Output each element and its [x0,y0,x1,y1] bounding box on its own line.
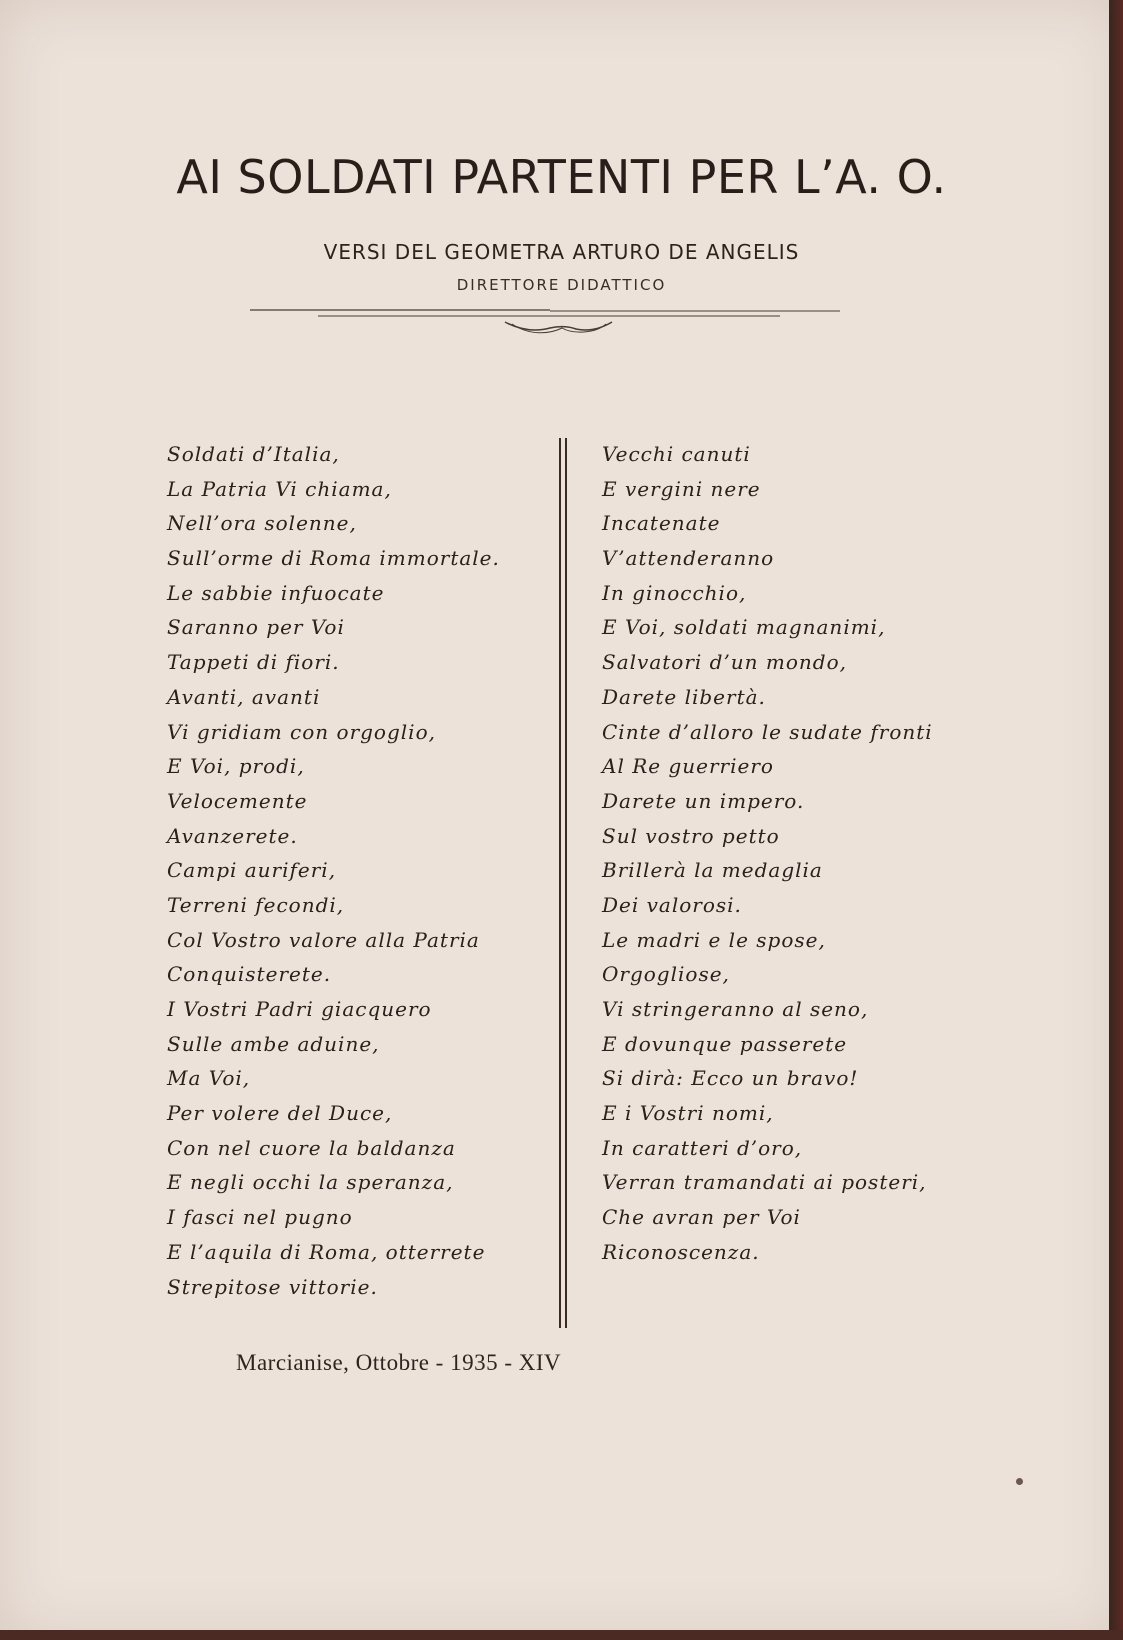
poem-line: Nell’ora solenne, [167,511,357,536]
poem-line: Sulle ambe aduine, [167,1031,380,1056]
poem-line: Dei valorosi. [602,892,742,917]
poem-line: Terreni fecondi, [167,892,345,917]
poem-line: Vi stringeranno al seno, [602,997,869,1021]
poem-line: Saranno per Voi [167,615,345,640]
poem-line: E l’aquila di Roma, otterrete [167,1239,486,1264]
poem-line: Che avran per Voi [602,1205,801,1230]
poem-line: Vecchi canuti [602,442,751,466]
paper-speck [1016,1478,1023,1485]
poem-line: Le sabbie infuocate [167,580,385,605]
poem-line: Tappeti di fiori. [167,650,340,675]
place-date: Marcianise, Ottobre - 1935 - XIV [236,1350,562,1375]
poem-line: In caratteri d’oro, [602,1135,803,1160]
poem-line: E i Vostri nomi, [602,1101,774,1126]
page-title: AI SOLDATI PARTENTI PER L’A. O. [176,150,947,204]
poem-line: Strepitose vittorie. [167,1274,378,1299]
poem-line: E dovunque passerete [602,1031,848,1056]
poem-right-column [602,437,933,1270]
column-divider [565,438,567,1328]
poem-line: Si dirà: Ecco un bravo! [602,1066,859,1091]
poem-line: Sull’orme di Roma immortale. [167,546,500,571]
poem-line: Al Re guerriero [602,754,774,779]
poem-line: Ma Voi, [167,1066,251,1091]
poem-line: In ginocchio, [602,580,747,605]
poem-line: Riconoscenza. [602,1239,760,1264]
ornament-divider [250,302,890,342]
poem-line: Verran tramandati ai posteri, [602,1170,927,1195]
poem-line: E vergini nere [602,476,761,501]
poem-line: E Voi, soldati magnanimi, [602,615,886,640]
poem-line: Le madri e le spose, [602,927,826,952]
poem-line: Con nel cuore la baldanza [167,1135,456,1160]
poem-line: Avanti, avanti [167,684,321,709]
poem-line: Velocemente [167,788,308,813]
author-line: VERSI DEL GEOMETRA ARTURO DE ANGELIS [323,240,800,264]
poem-line: Darete un impero. [602,788,805,813]
poem-line: Sul vostro petto [602,823,780,848]
poem-line: E Voi, prodi, [167,754,305,779]
poem-line: Vi gridiam con orgoglio, [167,719,436,744]
poem-line: Incatenate [602,511,721,536]
poem-line: Soldati d’Italia, [167,442,340,466]
poem-line: La Patria Vi chiama, [167,476,392,501]
poem-line: Brillerà la medaglia [602,858,823,883]
poem-line: V’attenderanno [602,546,775,571]
author-role: DIRETTORE DIDATTICO [456,276,667,294]
column-divider [559,438,561,1328]
page-edge [1109,0,1123,1640]
poem-line: Darete libertà. [602,684,766,709]
poem-line: Campi auriferi, [167,858,337,883]
poem-line: Cinte d’alloro le sudate fronti [602,719,933,744]
poem-line: E negli occhi la speranza, [167,1170,454,1195]
poem-line: Per volere del Duce, [167,1101,393,1126]
poem-left-column [167,437,500,1304]
poem-line: Conquisterete. [167,962,332,987]
page-edge [0,1630,1123,1640]
poem-line: Salvatori d’un mondo, [602,650,848,675]
poem-line: I Vostri Padri giacquero [167,997,432,1021]
poem-line: Avanzerete. [167,823,298,848]
poem-line: Col Vostro valore alla Patria [167,927,480,952]
poem-line: I fasci nel pugno [167,1205,353,1230]
poem-line: Orgogliose, [602,962,730,987]
